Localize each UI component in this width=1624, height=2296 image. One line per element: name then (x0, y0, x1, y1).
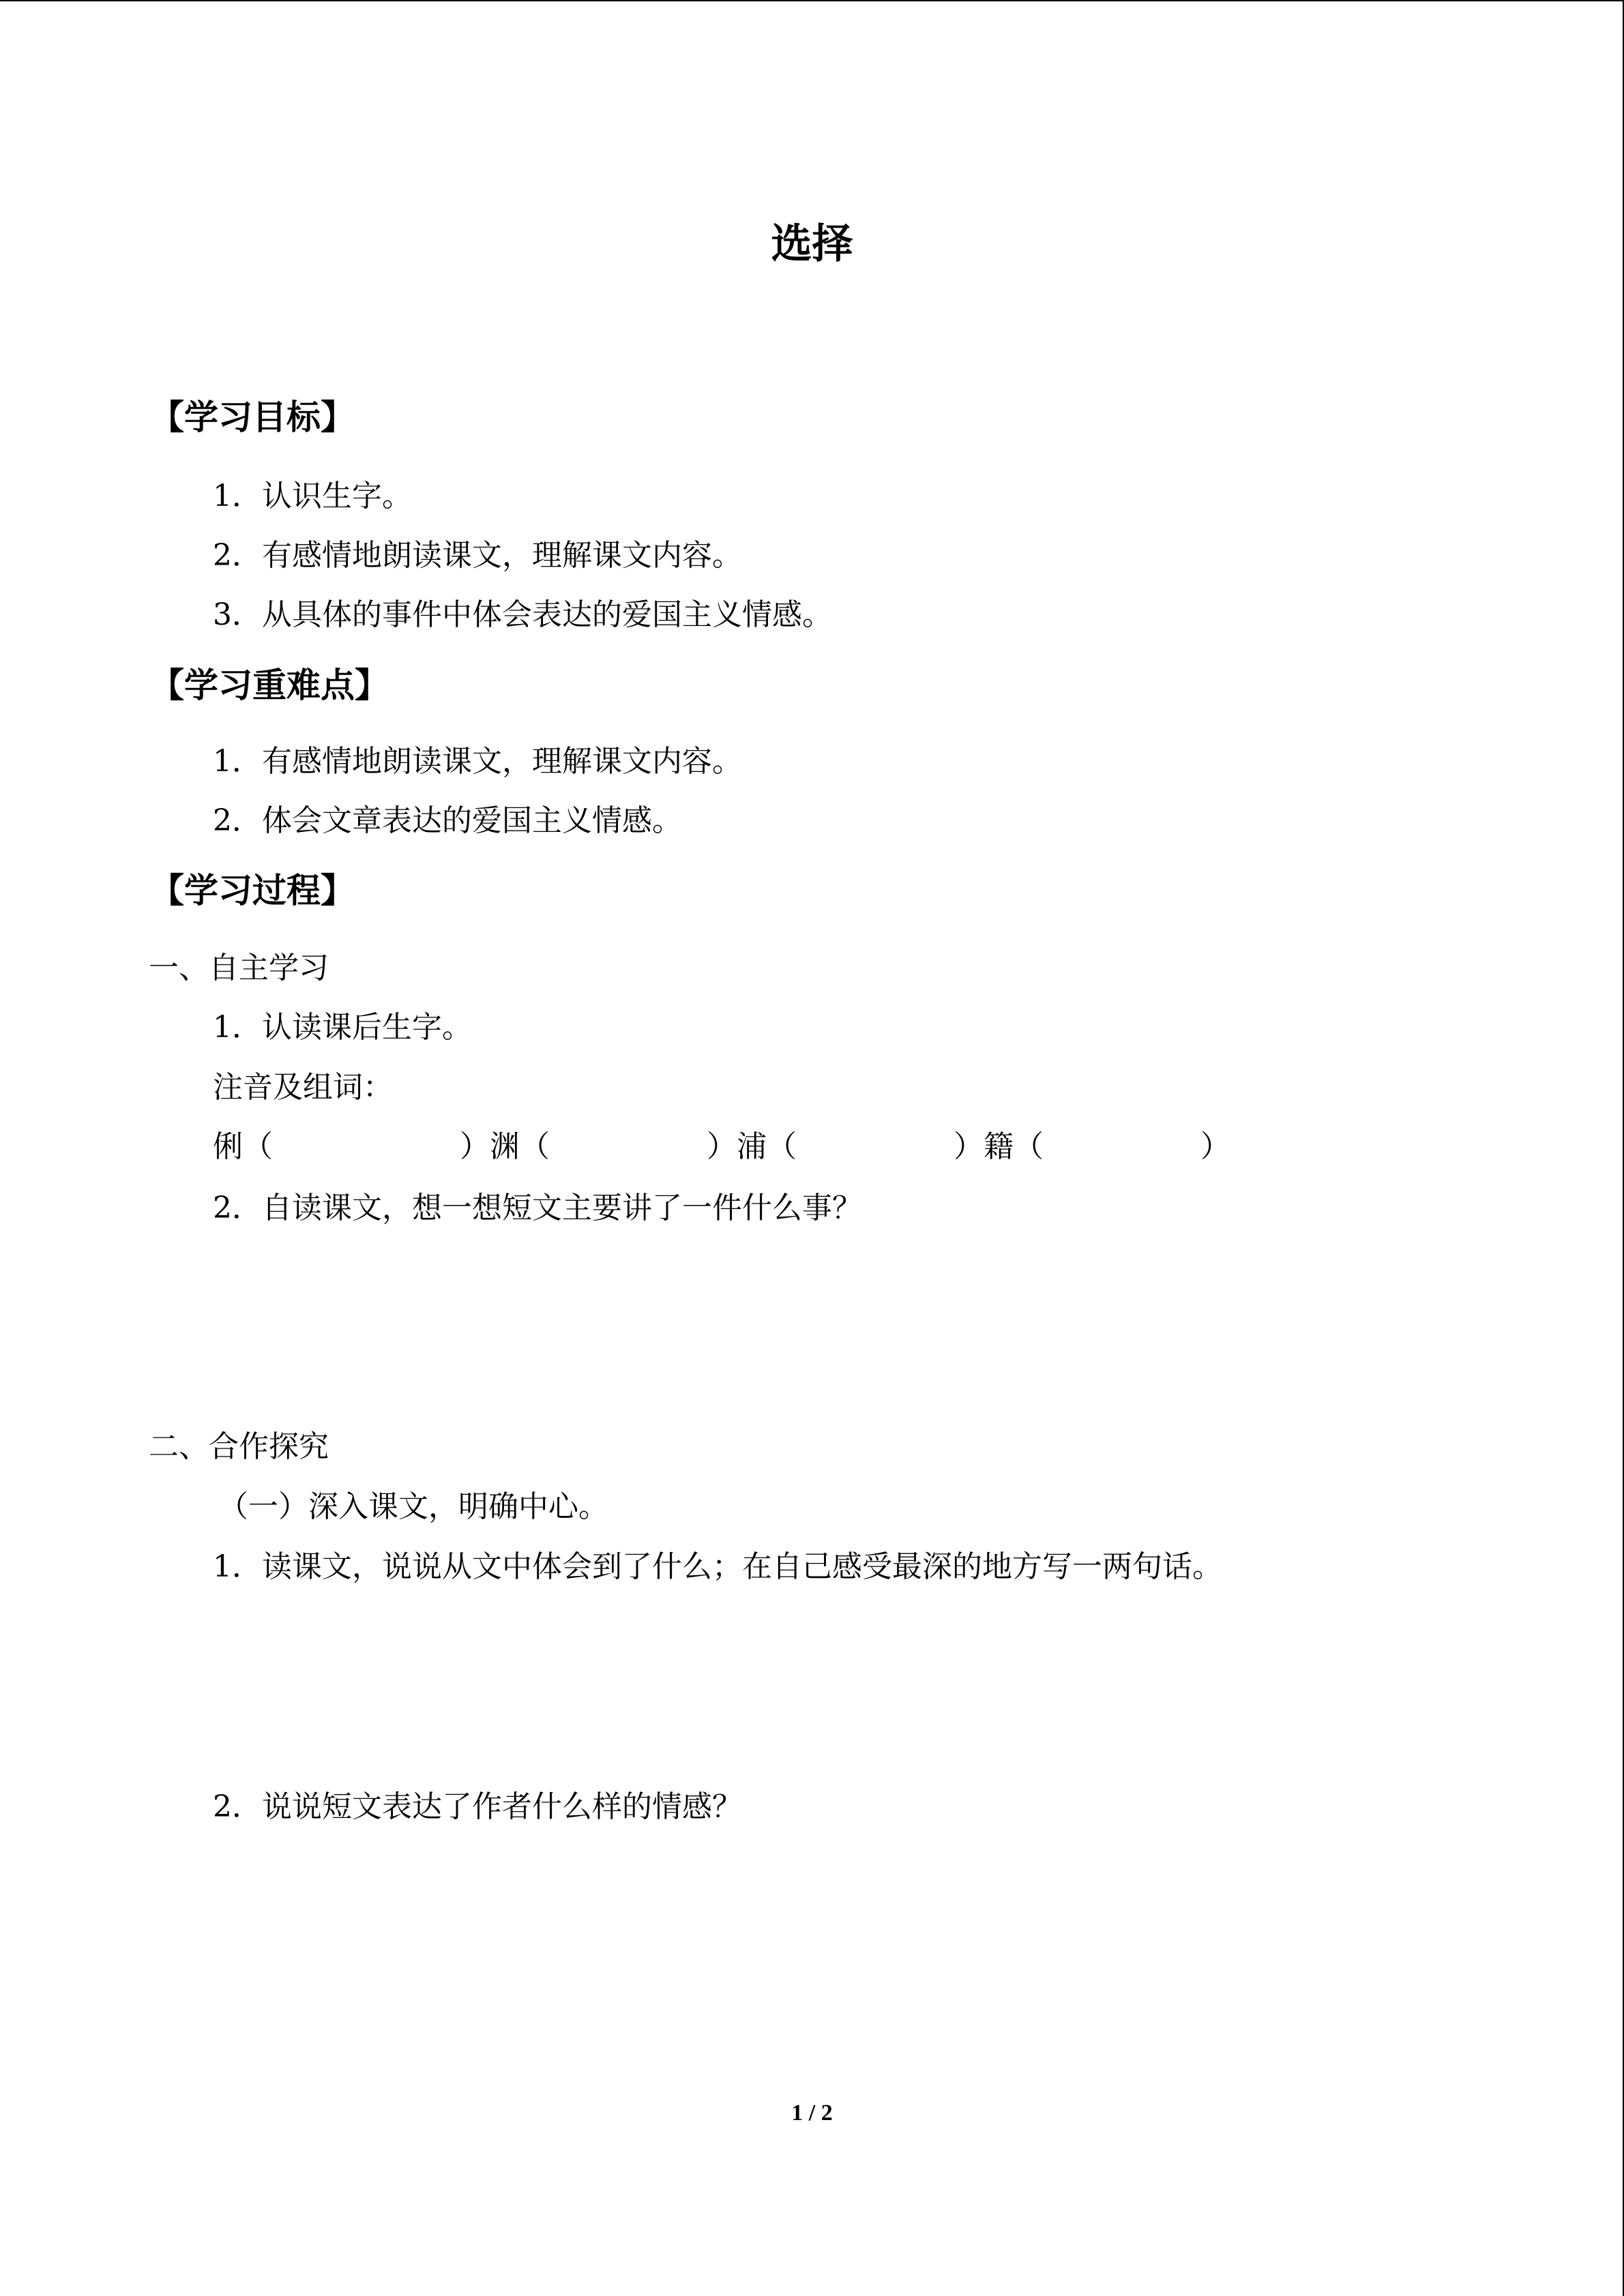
part1-item: 2．自读课文，想一想短文主要讲了一件什么事？ (213, 1191, 862, 1225)
part1-heading: 一、自主学习 (149, 951, 329, 985)
key-point-item: 1．有感情地朗读课文，理解课文内容。 (213, 744, 742, 779)
part2-item: 1．读课文，说说从文中体会到了什么；在自己感受最深的地方写一两句话。 (213, 1549, 1222, 1584)
pinyin-label: 注音及组词： (213, 1070, 393, 1105)
pinyin-blank[interactable]: ）籍（ (954, 1129, 1044, 1164)
key-points-heading: 【学习重难点】 (150, 666, 389, 705)
pinyin-blank[interactable]: ）浦（ (707, 1129, 797, 1164)
pinyin-blank-end: ） (1200, 1129, 1230, 1164)
process-heading: 【学习过程】 (150, 871, 355, 910)
part2-subheading: （一）深入课文，明确中心。 (218, 1489, 608, 1524)
goal-item: 3．从具体的事件中体会表达的爱国主义情感。 (213, 597, 832, 632)
page-title: 选择 (771, 220, 853, 268)
pinyin-blank[interactable]: 俐（ (213, 1129, 273, 1164)
part2-heading: 二、合作探究 (149, 1429, 329, 1464)
goal-item: 1．认识生字。 (213, 479, 412, 513)
goal-item: 2．有感情地朗读课文，理解课文内容。 (213, 538, 742, 573)
page-top-border (0, 0, 1624, 1)
part1-item: 1．认读课后生字。 (213, 1010, 472, 1045)
page-number: 1 / 2 (791, 2100, 833, 2126)
key-point-item: 2．体会文章表达的爱国主义情感。 (213, 803, 682, 838)
pinyin-row (213, 1129, 1447, 1164)
goals-heading: 【学习目标】 (150, 398, 355, 437)
part2-item: 2．说说短文表达了作者什么样的情感？ (213, 1789, 742, 1824)
pinyin-blank[interactable]: ）渊（ (460, 1129, 550, 1164)
